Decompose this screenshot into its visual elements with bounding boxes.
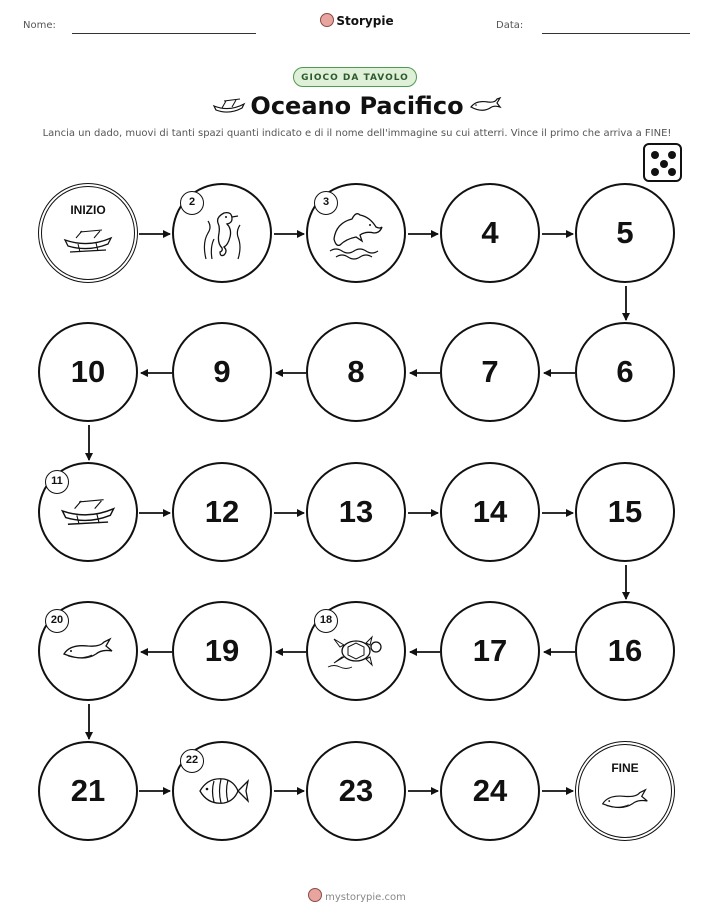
outrigger-canoe-icon bbox=[59, 495, 117, 529]
space-number-badge: 2 bbox=[180, 191, 204, 215]
space-number: 14 bbox=[472, 494, 508, 529]
footer-brand: mystorypie.com bbox=[0, 888, 714, 903]
name-label: Nome: bbox=[23, 20, 56, 31]
space-number-badge: 22 bbox=[180, 749, 204, 773]
space-number: 12 bbox=[204, 494, 240, 529]
instructions: Lancia un dado, muovi di tanti spazi quanti indicato e di il nome dell'immagine su cui atterri. Vince il primo che arriva a FINE! bbox=[42, 128, 672, 139]
fish-icon bbox=[194, 771, 250, 811]
page-title: Oceano Pacifico bbox=[250, 92, 464, 120]
space-19[interactable] bbox=[172, 601, 272, 701]
start-label: INIZIO bbox=[70, 203, 106, 217]
space-6[interactable] bbox=[575, 322, 675, 422]
space-number-badge: 3 bbox=[314, 191, 338, 215]
date-label: Data: bbox=[496, 20, 524, 31]
space-21[interactable] bbox=[38, 741, 138, 841]
space-5[interactable] bbox=[575, 183, 675, 283]
whale-icon bbox=[599, 787, 651, 815]
space-start[interactable] bbox=[38, 183, 138, 283]
space-10[interactable] bbox=[38, 322, 138, 422]
space-number: 16 bbox=[607, 633, 643, 668]
whale-icon bbox=[60, 636, 116, 666]
space-9[interactable] bbox=[172, 322, 272, 422]
space-14[interactable] bbox=[440, 462, 540, 562]
space-number: 13 bbox=[338, 494, 374, 529]
space-number: 15 bbox=[607, 494, 643, 529]
space-8[interactable] bbox=[306, 322, 406, 422]
space-number: 21 bbox=[70, 773, 106, 808]
category-badge: GIOCO DA TAVOLO bbox=[293, 67, 417, 87]
space-24[interactable] bbox=[440, 741, 540, 841]
space-number: 6 bbox=[616, 354, 634, 389]
space-number-badge: 20 bbox=[45, 609, 69, 633]
space-number: 4 bbox=[481, 215, 499, 250]
space-7[interactable] bbox=[440, 322, 540, 422]
space-number-badge: 11 bbox=[45, 470, 69, 494]
space-12[interactable] bbox=[172, 462, 272, 562]
space-13[interactable] bbox=[306, 462, 406, 562]
storypie-logo-icon bbox=[308, 888, 322, 902]
seahorse-icon bbox=[192, 203, 252, 263]
end-label: FINE bbox=[611, 761, 639, 775]
outrigger-canoe-icon bbox=[62, 226, 114, 256]
space-number: 7 bbox=[481, 354, 499, 389]
space-4[interactable] bbox=[440, 183, 540, 283]
space-number-badge: 18 bbox=[314, 609, 338, 633]
space-number: 10 bbox=[70, 354, 106, 389]
brand-logo: Storypie bbox=[0, 13, 714, 28]
space-number: 5 bbox=[616, 215, 634, 250]
space-end[interactable] bbox=[575, 741, 675, 841]
space-15[interactable] bbox=[575, 462, 675, 562]
space-number: 17 bbox=[472, 633, 508, 668]
space-number: 24 bbox=[472, 773, 508, 808]
space-number: 8 bbox=[347, 354, 365, 389]
space-17[interactable] bbox=[440, 601, 540, 701]
space-number: 9 bbox=[213, 354, 231, 389]
sea-turtle-icon bbox=[326, 631, 386, 671]
space-23[interactable] bbox=[306, 741, 406, 841]
space-number: 19 bbox=[204, 633, 240, 668]
space-16[interactable] bbox=[575, 601, 675, 701]
dolphin-icon bbox=[326, 205, 386, 261]
space-number: 23 bbox=[338, 773, 374, 808]
